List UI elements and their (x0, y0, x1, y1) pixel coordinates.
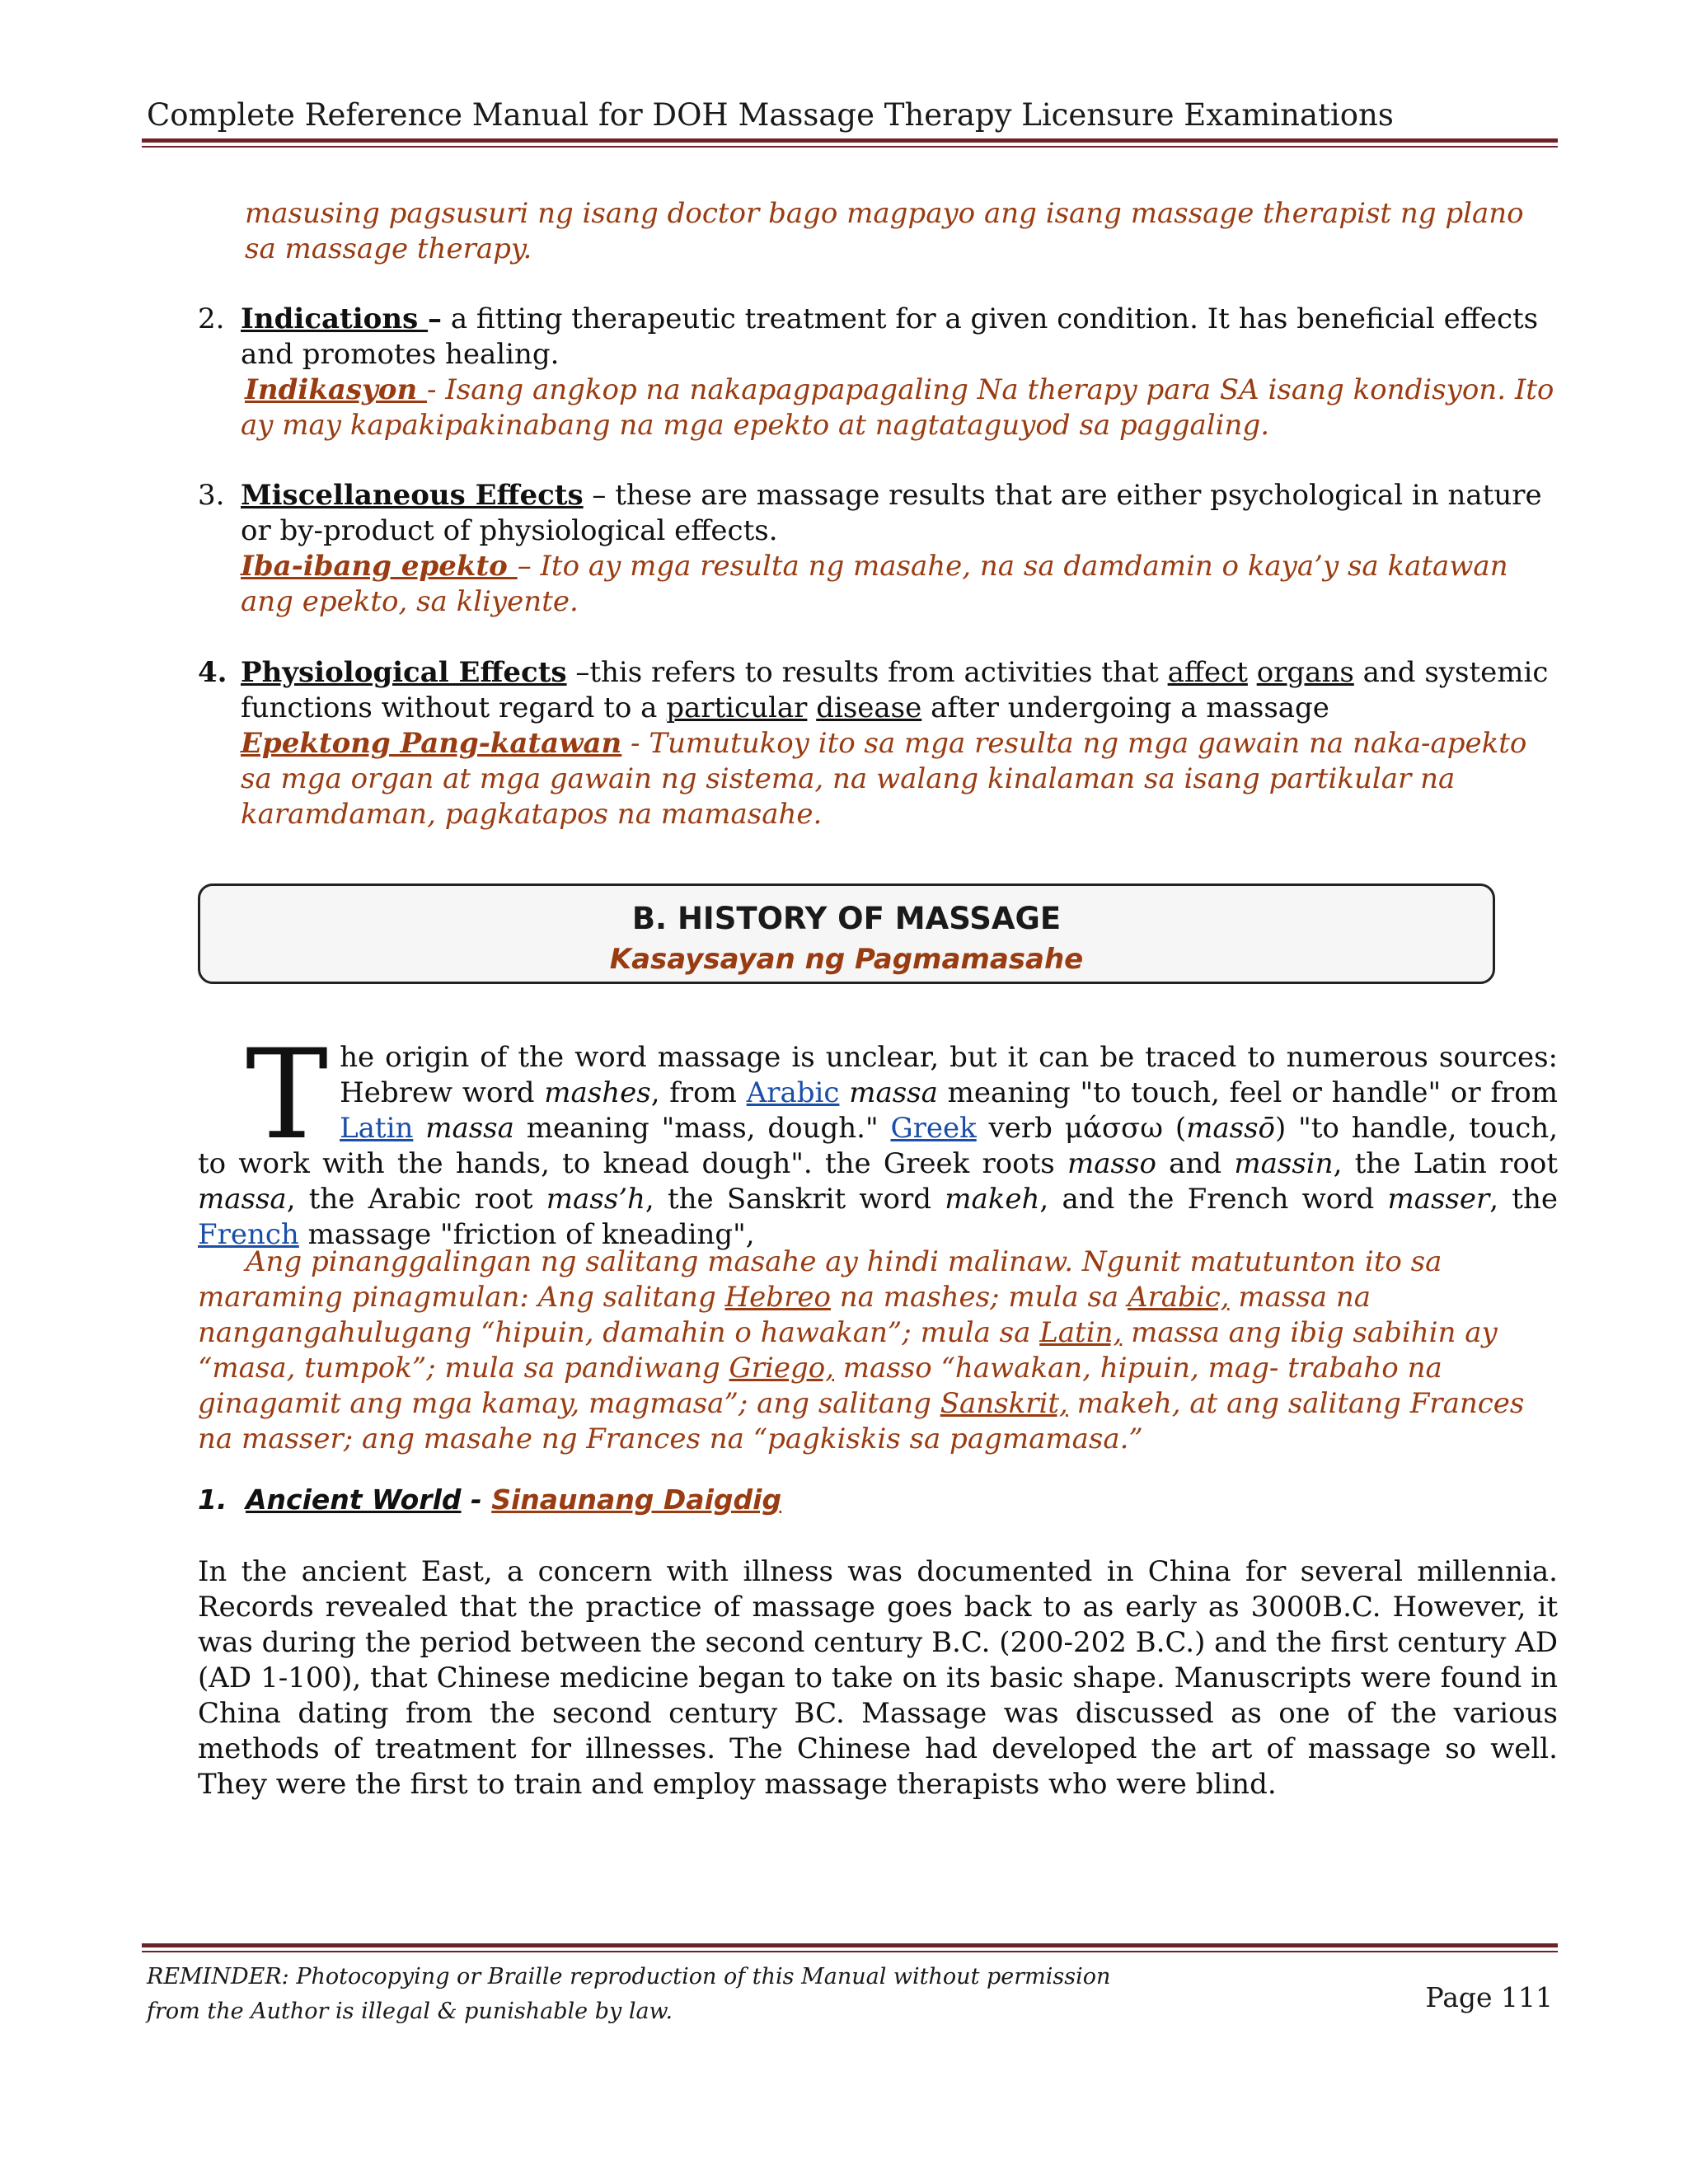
item-definition-part: and systemic functions without regard to a (241, 656, 1549, 724)
word-sanskrit: Sanskrit, (940, 1387, 1068, 1420)
page-number: Page 111 (1425, 1981, 1553, 2013)
drop-cap: T (246, 1024, 329, 1167)
item-number: 3. (198, 479, 225, 512)
footer-rule-thick (142, 1943, 1558, 1947)
item-term: Indications (241, 302, 429, 335)
item-definition-part: after undergoing a massage (921, 691, 1329, 724)
footer-line-2: from the Author is illegal & punishable by law. (147, 1999, 673, 2024)
item-number: 4. (198, 656, 227, 689)
header-rule-thick (142, 138, 1558, 143)
item-4 (198, 655, 1558, 832)
item-term: Physiological Effects (241, 656, 567, 689)
item-term: Miscellaneous Effects (241, 479, 584, 512)
word-organs: organs (1256, 656, 1354, 689)
section-b-title: B. HISTORY OF MASSAGE (631, 901, 1062, 936)
word-latin: Latin, (1039, 1316, 1123, 1349)
ancient-world-paragraph: In the ancient East, a concern with illness was documented in China for several millennia. Records revealed that the practice of massage goes back to as early as 3000B.C. However, it was during the period between the second century B.C. (200-202 B.C.) and the first century AD (AD 1-100), that Chinese medicine began to take on its basic shape. Manuscripts were found in China dating from the second century BC. Massage was discussed as one of the various methods of treatment for illnesses. The Chinese had developed the art of massage so well. They were the first to train and employ massage therapists who were blind. (198, 1555, 1558, 1801)
item-translation-term: Iba-ibang epekto (241, 550, 518, 583)
section-b-subtitle: Kasaysayan ng Pagmamasahe (609, 943, 1084, 976)
item-definition: a fitting therapeutic treatment for a given condition. It has beneficial effects and promotes healing. (241, 302, 1539, 371)
section-b-heading-box (198, 883, 1495, 984)
link-latin[interactable]: Latin (340, 1112, 414, 1145)
item-1-translation-continued: masusing pagsusuri ng isang doctor bago magpayo ang isang massage therapist ng plano sa massage therapy. (245, 197, 1524, 265)
ancient-world-heading (198, 1483, 781, 1516)
heading-separator: - (461, 1483, 492, 1516)
word-hebreo: Hebreo (724, 1281, 831, 1314)
heading-translation: Sinaunang Daigdig (491, 1483, 782, 1516)
word-affect: affect (1167, 656, 1248, 689)
word-disease: disease (816, 691, 922, 724)
origin-paragraph: The origin of the word massage is unclear, but it can be traced to numerous sources: Hebrew word mashes, from Arabic massa meaning "to touch, feel or handle" or from Latin massa meaning "mass, dough." Greek verb μάσσω (massō) "to handle, touch, to work with the hands, to knead dough". the Greek roots masso and massin, the Latin root massa, the Arabic root mass’h, the Sanskrit word makeh, and the French word masser, the French massage "friction of kneading", (198, 1024, 1559, 1251)
item-number: 2. (198, 302, 225, 335)
term-dash: – (428, 302, 443, 335)
word-arabic: Arabic, (1128, 1281, 1230, 1314)
item-translation: - Isang angkop na nakapagpapagaling Na therapy para SA isang kondisyon. Ito ay may kapakipakinabang na mga epekto at nagtataguyod sa paggaling. (241, 373, 1554, 442)
heading-title: Ancient World (246, 1483, 462, 1516)
link-arabic[interactable]: Arabic (746, 1076, 840, 1109)
origin-translation-paragraph: Ang pinanggalingan ng salitang masahe ay hindi malinaw. Ngunit matutunton ito sa maraming pinagmulan: Ang salitang Hebreo na mashes; mula sa Arabic, massa na nangangahulugang “hipuin, damahin o hawakan”; mula sa Latin, massa ang ibig sabihin ay “masa, tumpok”; mula sa pandiwang Griego, masso “hawakan, hipuin, mag- trabaho na ginagamit ang mga kamay, magmasa”; ang salitang Sanskrit, makeh, at ang salitang Frances na masser; ang masahe ng Frances na “pagkiskis sa pagmamasa.” (198, 1245, 1525, 1455)
footer-rule-thin (142, 1951, 1558, 1952)
item-3 (198, 478, 1558, 620)
word-particular: particular (666, 691, 808, 724)
item-definition-part: –this refers to results from activities that (566, 656, 1168, 689)
footer-reminder (147, 1960, 1110, 2029)
item-translation: – Ito ay mga resulta ng masahe, na sa damdamin o kaya’y sa katawan ang epekto, sa kliyente. (241, 550, 1508, 618)
header-rule-thin (142, 146, 1558, 148)
link-greek[interactable]: Greek (890, 1112, 977, 1145)
item-translation-term: Indikasyon (245, 373, 428, 406)
item-translation: - Tumutukoy ito sa mga resulta ng mga gawain na naka-apekto sa mga organ at mga gawain ng sistema, na walang kinalaman sa isang partikular na karamdaman, pagkatapos na mamasahe. (241, 727, 1527, 831)
item-definition: – these are massage results that are either psychological in nature or by-product of physiological effects. (241, 479, 1542, 547)
link-french[interactable]: French (198, 1218, 299, 1251)
footer-line-1: REMINDER: Photocopying or Braille reproduction of this Manual without permission (147, 1964, 1111, 1990)
item-2 (198, 302, 1558, 443)
word-griego: Griego, (729, 1352, 834, 1385)
item-translation-term: Epektong Pang-katawan (241, 727, 622, 760)
running-header: Complete Reference Manual for DOH Massage Therapy Licensure Examinations (147, 97, 1394, 133)
heading-number: 1. (198, 1483, 227, 1516)
